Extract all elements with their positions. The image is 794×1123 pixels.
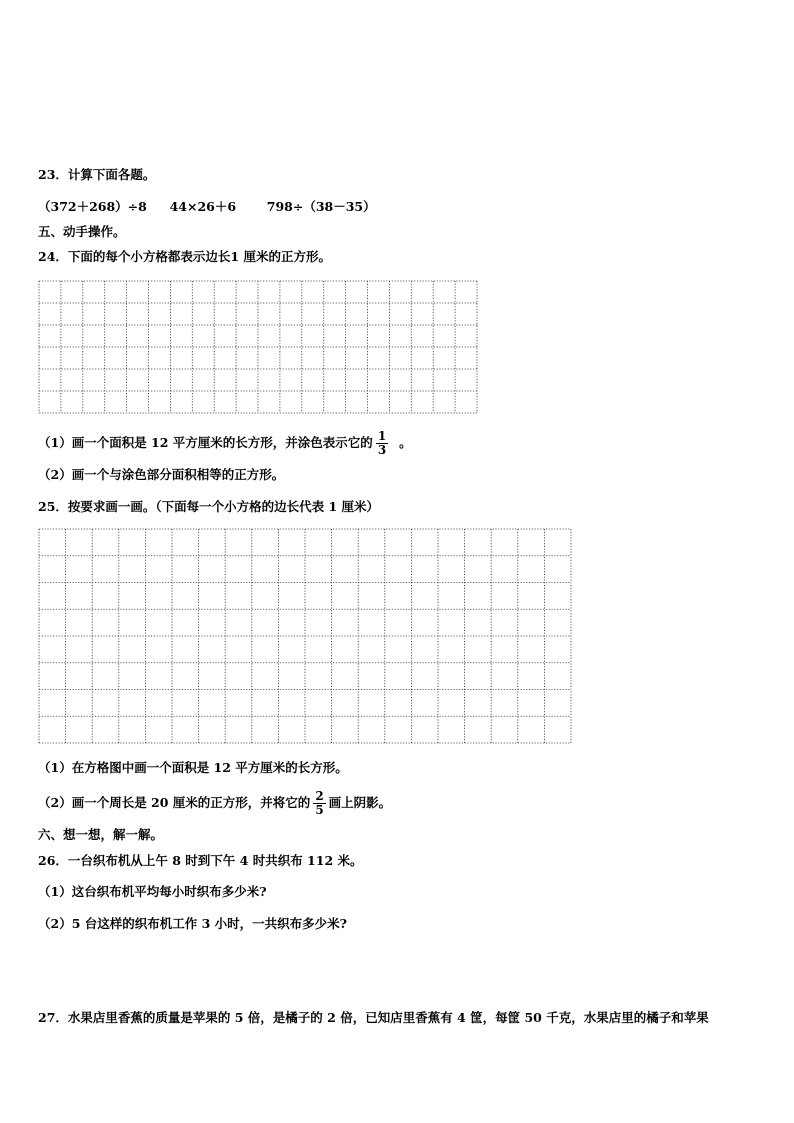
q25-grid <box>38 528 572 744</box>
q23-expressions <box>38 199 376 215</box>
q26-part2: （2）5 台这样的织布机工作 3 小时，一共织布多少米? <box>38 916 347 931</box>
q25-fraction-denominator: 5 <box>315 803 324 817</box>
q27-title: 27．水果店里香蕉的质量是苹果的 5 倍，是橘子的 2 倍，已知店里香蕉有 4 筐，每筐 50 千克，水果店里的橘子和苹果 <box>38 1010 709 1025</box>
q24-fraction <box>376 430 388 457</box>
q23-expr-1: （372＋268）÷8 <box>38 199 147 214</box>
q26-title: 26．一台织布机从上午 8 时到下午 4 时共织布 112 米。 <box>38 853 363 868</box>
q23-expr-2: 44×26＋6 <box>169 199 237 214</box>
q24-part2: （2）画一个与涂色部分面积相等的正方形。 <box>38 467 285 482</box>
q24-part1-text: （1）画一个面积是 12 平方厘米的长方形，并涂色表示它的 <box>38 435 373 450</box>
section-5-heading: 五、动手操作。 <box>38 224 126 239</box>
q25-part2 <box>38 790 391 817</box>
q25-part2-end: 画上阴影。 <box>328 795 392 810</box>
q25-part1: （1）在方格图中画一个面积是 12 平方厘米的长方形。 <box>38 760 348 775</box>
q26-part1: （1）这台织布机平均每小时织布多少米? <box>38 884 267 899</box>
q23-expr-3: 798÷（38－35） <box>266 199 376 214</box>
section-6-heading: 六、想一想，解一解。 <box>38 827 164 842</box>
q25-fraction-numerator: 2 <box>315 789 324 803</box>
q25-fraction <box>313 790 325 817</box>
q24-grid <box>38 280 478 414</box>
q23-title: 23．计算下面各题。 <box>38 167 156 182</box>
q24-part1 <box>38 430 412 457</box>
q24-part1-end: 。 <box>399 435 412 450</box>
q24-fraction-numerator: 1 <box>377 429 387 443</box>
q25-part2-text: （2）画一个周长是 20 厘米的正方形，并将它的 <box>38 795 311 810</box>
q25-title: 25．按要求画一画。（下面每一个小方格的边长代表 1 厘米） <box>38 499 380 514</box>
q24-title: 24．下面的每个小方格都表示边长1 厘米的正方形。 <box>38 249 331 264</box>
q24-fraction-denominator: 3 <box>377 443 387 457</box>
